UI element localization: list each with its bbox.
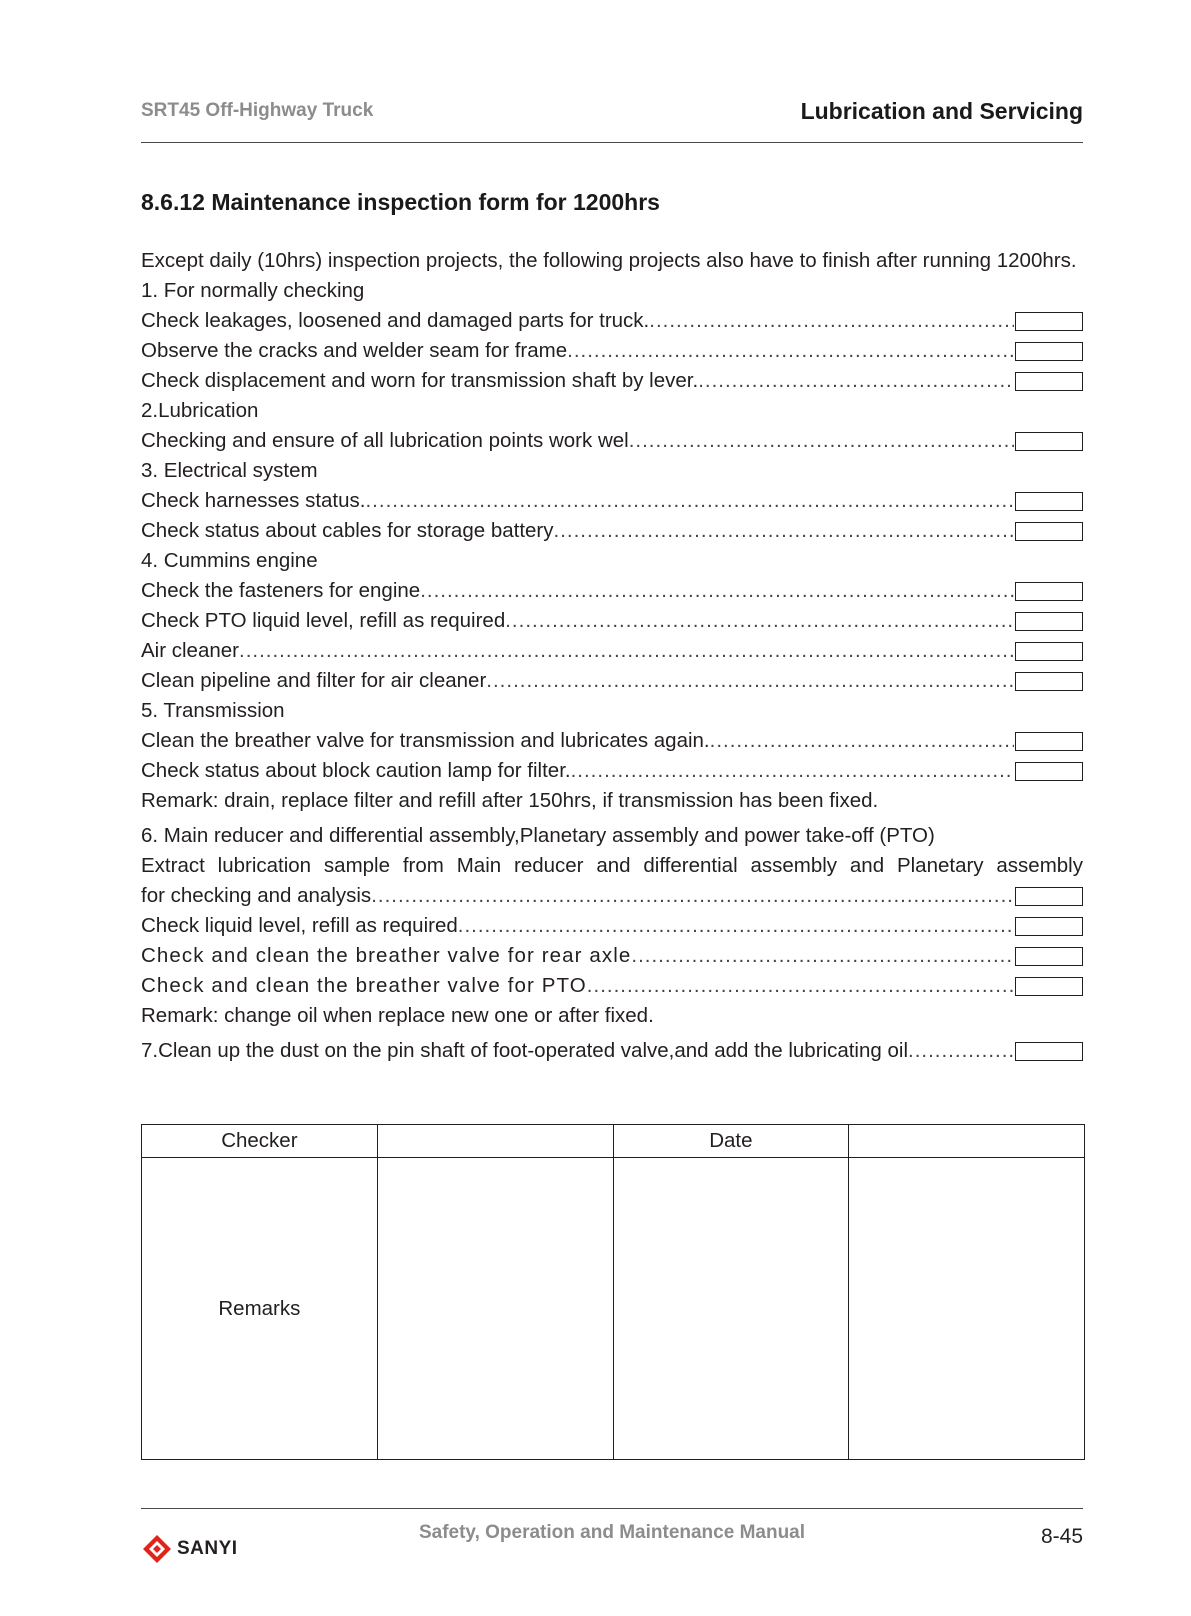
- check-box[interactable]: [1015, 762, 1083, 781]
- dot-leader: [571, 759, 1014, 783]
- item-text: Check displacement and worn for transmission shaft by lever.: [141, 369, 699, 392]
- dot-leader: [554, 519, 1014, 543]
- group-lead-text: Extract lubrication sample from Main reducer and differential assembly and Planetary assembly: [141, 854, 1083, 877]
- check-box[interactable]: [1015, 312, 1083, 331]
- group-heading: 5. Transmission: [141, 699, 285, 722]
- table-row: [142, 1158, 1085, 1460]
- check-box[interactable]: [1015, 977, 1083, 996]
- checklist-item: [141, 516, 1083, 546]
- checklist-item: [141, 941, 1083, 971]
- checklist-item: [141, 881, 1083, 911]
- checklist-item: [141, 726, 1083, 756]
- table-row: [142, 1125, 1085, 1158]
- inspection-list: [141, 246, 1083, 1066]
- group-heading: 1. For normally checking: [141, 279, 365, 302]
- checklist-item: [141, 636, 1083, 666]
- checklist-item: [141, 666, 1083, 696]
- group-heading: 2.Lubrication: [141, 399, 259, 422]
- dot-leader: [567, 339, 1014, 363]
- checklist-item: [141, 486, 1083, 516]
- dot-leader: [649, 309, 1014, 333]
- item-text: Air cleaner: [141, 639, 239, 662]
- remarks-field[interactable]: [377, 1158, 613, 1460]
- check-box[interactable]: [1015, 887, 1083, 906]
- checklist-item: [141, 306, 1083, 336]
- check-box[interactable]: [1015, 947, 1083, 966]
- dot-leader: [698, 369, 1014, 393]
- checklist-item: [141, 606, 1083, 636]
- section-title: 8.6.12 Maintenance inspection form for 1200hrs: [141, 189, 660, 215]
- remarks-label: Remarks: [142, 1158, 378, 1460]
- checklist-item: [141, 366, 1083, 396]
- checklist-item: [141, 911, 1083, 941]
- item-text: Clean pipeline and filter for air cleaner: [141, 669, 487, 692]
- checklist-item: [141, 756, 1083, 786]
- check-box[interactable]: [1015, 732, 1083, 751]
- check-box[interactable]: [1015, 582, 1083, 601]
- checklist-item: [141, 1036, 1083, 1066]
- dot-leader: [371, 884, 1014, 908]
- check-box[interactable]: [1015, 612, 1083, 631]
- dot-leader: [631, 944, 1014, 968]
- dot-leader: [710, 729, 1014, 753]
- item-text: Check and clean the breather valve for rear axle: [141, 944, 632, 967]
- page-number: 8-45: [1040, 1525, 1083, 1548]
- manual-title: Safety, Operation and Maintenance Manual: [418, 1522, 806, 1543]
- date-field[interactable]: [849, 1125, 1085, 1158]
- checklist-item: [141, 336, 1083, 366]
- checklist-item: [141, 576, 1083, 606]
- item-text: Check status about block caution lamp for filter.: [141, 759, 571, 782]
- date-label: Date: [613, 1125, 849, 1158]
- remark-text: Remark: drain, replace filter and refill after 150hrs, if transmission has been fixed.: [141, 789, 879, 812]
- item-text: 7.Clean up the dust on the pin shaft of foot-operated valve,and add the lubricating oil: [141, 1039, 908, 1062]
- item-text: Check harnesses status.: [141, 489, 366, 512]
- check-box[interactable]: [1015, 342, 1083, 361]
- dot-leader: [486, 669, 1014, 693]
- product-name: SRT45 Off-Highway Truck: [141, 100, 374, 121]
- item-text: for checking and analysis: [141, 884, 372, 907]
- dot-leader: [420, 579, 1014, 603]
- dot-leader: [629, 429, 1014, 453]
- item-text: Check and clean the breather valve for PTO: [141, 974, 587, 997]
- item-text: Check the fasteners for engine: [141, 579, 421, 602]
- group-heading: 6. Main reducer and differential assembly,Planetary assembly and power take-off (PTO): [141, 824, 935, 847]
- remark-text: Remark: change oil when replace new one or after fixed.: [141, 1004, 654, 1027]
- check-box[interactable]: [1015, 642, 1083, 661]
- dot-leader: [505, 609, 1014, 633]
- checker-label: Checker: [142, 1125, 378, 1158]
- item-text: Check liquid level, refill as required: [141, 914, 458, 937]
- item-text: Check status about cables for storage battery: [141, 519, 554, 542]
- logo-text: SANYI: [177, 1538, 238, 1559]
- dot-leader: [239, 639, 1014, 663]
- check-box[interactable]: [1015, 522, 1083, 541]
- remarks-field[interactable]: [849, 1158, 1085, 1460]
- dot-leader: [458, 914, 1014, 938]
- page-header: [141, 88, 1083, 143]
- item-text: Check PTO liquid level, refill as required: [141, 609, 506, 632]
- intro-paragraph: Except daily (10hrs) inspection projects, the following projects also have to finish after running 1200hrs.: [141, 249, 1077, 272]
- check-box[interactable]: [1015, 917, 1083, 936]
- checklist-item: [141, 426, 1083, 456]
- remarks-field[interactable]: [613, 1158, 849, 1460]
- chapter-title: Lubrication and Servicing: [800, 98, 1083, 124]
- page-footer: [141, 1508, 1083, 1579]
- signoff-table: [141, 1124, 1085, 1460]
- group-heading: 3. Electrical system: [141, 459, 318, 482]
- check-box[interactable]: [1015, 492, 1083, 511]
- item-text: Observe the cracks and welder seam for frame: [141, 339, 568, 362]
- check-box[interactable]: [1015, 672, 1083, 691]
- check-box[interactable]: [1015, 1042, 1083, 1061]
- dot-leader: [365, 489, 1014, 513]
- group-heading: 4. Cummins engine: [141, 549, 318, 572]
- item-text: Checking and ensure of all lubrication points work wel: [141, 429, 629, 452]
- check-box[interactable]: [1015, 372, 1083, 391]
- checklist-item: [141, 971, 1083, 1001]
- dot-leader: [587, 974, 1014, 998]
- check-box[interactable]: [1015, 432, 1083, 451]
- item-text: Check leakages, loosened and damaged parts for truck.: [141, 309, 650, 332]
- item-text: Clean the breather valve for transmission and lubricates again.: [141, 729, 710, 752]
- dot-leader: [908, 1039, 1014, 1063]
- checker-field[interactable]: [377, 1125, 613, 1158]
